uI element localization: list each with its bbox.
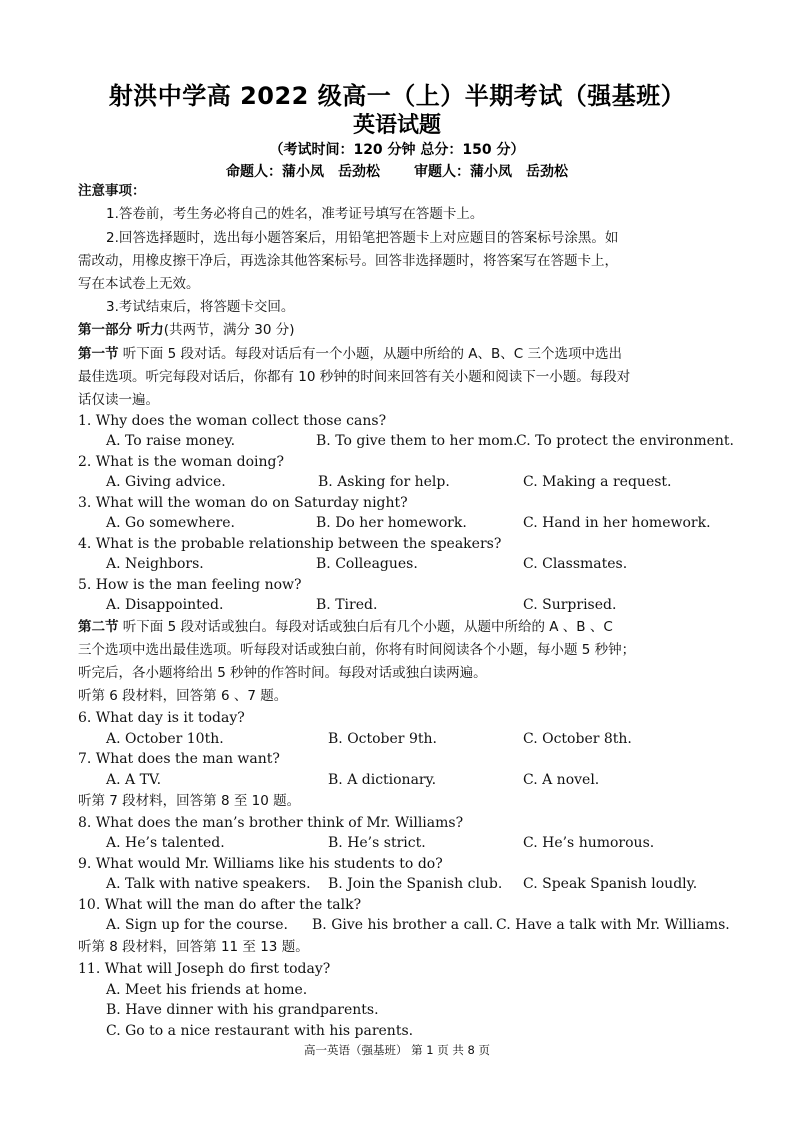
- material-7-note: 听第 7 段材料，回答第 8 至 10 题。: [78, 793, 301, 809]
- section2-label: 第二节: [78, 619, 119, 635]
- question-3-option-a: A. Go somewhere.: [106, 515, 235, 531]
- section1-instr-text: 听下面 5 段对话。每段对话后有一个小题，从题中所给的 A、B、C 三个选项中选出: [118, 346, 622, 362]
- exam-subtitle: 英语试题: [352, 113, 441, 138]
- question-1-stem: 1. Why does the woman collect those cans?: [78, 413, 387, 429]
- question-1-option-c: C. To protect the environment.: [516, 433, 735, 449]
- question-5-option-b: B. Tired.: [316, 597, 378, 613]
- question-8-option-c: C. He’s humorous.: [523, 835, 655, 851]
- question-3-option-c: C. Hand in her homework.: [523, 515, 711, 531]
- question-5-option-a: A. Disappointed.: [106, 597, 224, 613]
- notice-item-1: 1.答卷前，考生务必将自己的姓名，准考证号填写在答题卡上。: [106, 206, 484, 222]
- question-3-stem: 3. What will the woman do on Saturday night?: [78, 495, 408, 511]
- part1-heading: [78, 320, 718, 340]
- part1-note: (共两节，满分 30 分): [163, 322, 295, 338]
- question-11-stem: 11. What will Joseph do first today?: [78, 961, 331, 977]
- exam-info: （考试时间：120 分钟 总分：150 分）: [269, 142, 525, 158]
- question-6-stem: 6. What day is it today?: [78, 710, 245, 726]
- question-2-option-a: A. Giving advice.: [106, 474, 226, 490]
- notice-item-2-line-3: 写在本试卷上无效。: [78, 276, 200, 292]
- section2-instr-line-3: 听完后，各小题将给出 5 秒钟的作答时间。每段对话或独白读两遍。: [78, 665, 487, 681]
- question-8-option-a: A. He’s talented.: [106, 835, 225, 851]
- section1-instr-line-2: 最佳选项。听完每段对话后，你都有 10 秒钟的时间来回答有关小题和阅读下一小题。每段对: [78, 369, 631, 385]
- question-1-option-b: B. To give them to her mom.: [316, 433, 518, 449]
- section2-instr-line-1: [78, 617, 718, 637]
- question-11-option-b: B. Have dinner with his grandparents.: [106, 1002, 379, 1018]
- section1-label: 第一节: [78, 346, 119, 362]
- question-9-stem: 9. What would Mr. Williams like his students to do?: [78, 856, 443, 872]
- question-6-option-c: C. October 8th.: [523, 731, 632, 747]
- section2-instr-line-2: 三个选项中选出最佳选项。听每段对话或独白前，你将有时间阅读各个小题，每小题 5 秒钟；: [78, 642, 636, 658]
- question-5-stem: 5. How is the man feeling now?: [78, 577, 302, 593]
- question-10-option-a: A. Sign up for the course.: [106, 917, 288, 933]
- question-11-option-c: C. Go to a nice restaurant with his parents.: [106, 1023, 414, 1039]
- question-9-option-c: C. Speak Spanish loudly.: [523, 876, 698, 892]
- question-5-option-c: C. Surprised.: [523, 597, 617, 613]
- reviewers: 审题人：蒲小凤 岳劲松: [414, 164, 568, 180]
- question-6-option-b: B. October 9th.: [328, 731, 437, 747]
- question-10-option-b: B. Give his brother a call.: [312, 917, 494, 933]
- question-1-option-a: A. To raise money.: [106, 433, 236, 449]
- question-2-option-b: B. Asking for help.: [318, 474, 450, 490]
- question-2-stem: 2. What is the woman doing?: [78, 454, 284, 470]
- section2-instr-text: 听下面 5 段对话或独白。每段对话或独白后有几个小题，从题中所给的 A 、B 、C: [118, 619, 613, 635]
- question-7-stem: 7. What does the man want?: [78, 751, 280, 767]
- question-8-stem: 8. What does the man’s brother think of Mr. Williams?: [78, 815, 464, 831]
- question-10-option-c: C. Have a talk with Mr. Williams.: [496, 917, 730, 933]
- question-4-option-c: C. Classmates.: [523, 556, 628, 572]
- notice-item-3: 3.考试结束后，将答题卡交回。: [106, 299, 295, 315]
- material-6-note: 听第 6 段材料，回答第 6 、7 题。: [78, 688, 288, 704]
- question-4-stem: 4. What is the probable relationship between the speakers?: [78, 536, 502, 552]
- question-7-option-a: A. A TV.: [106, 772, 162, 788]
- question-7-option-c: C. A novel.: [523, 772, 600, 788]
- part1-title: 第一部分 听力: [78, 322, 164, 338]
- question-10-stem: 10. What will the man do after the talk?: [78, 897, 362, 913]
- notice-item-2-line-2: 需改动，用橡皮擦干净后，再选涂其他答案标号。回答非选择题时，将答案写在答题卡上，: [78, 253, 618, 269]
- exam-title: 射洪中学高 2022 级高一（上）半期考试（强基班）: [108, 82, 686, 110]
- question-9-option-a: A. Talk with native speakers.: [106, 876, 311, 892]
- exam-staff: [0, 161, 794, 181]
- question-4-option-a: A. Neighbors.: [106, 556, 204, 572]
- page-footer: 高一英语（强基班） 第 1 页 共 8 页: [303, 1043, 491, 1057]
- section1-instr-line-1: [78, 344, 718, 364]
- question-4-option-b: B. Colleagues.: [316, 556, 418, 572]
- question-3-option-b: B. Do her homework.: [316, 515, 467, 531]
- material-8-note: 听第 8 段材料，回答第 11 至 13 题。: [78, 939, 309, 955]
- question-9-option-b: B. Join the Spanish club.: [328, 876, 503, 892]
- question-7-option-b: B. A dictionary.: [328, 772, 437, 788]
- question-11-option-a: A. Meet his friends at home.: [106, 982, 308, 998]
- question-6-option-a: A. October 10th.: [106, 731, 224, 747]
- notice-heading: 注意事项：: [78, 183, 146, 199]
- authors: 命题人：蒲小凤 岳劲松: [226, 164, 380, 180]
- question-8-option-b: B. He’s strict.: [328, 835, 426, 851]
- section1-instr-line-3: 话仅读一遍。: [78, 392, 159, 408]
- notice-item-2-line-1: 2.回答选择题时，选出每小题答案后，用铅笔把答题卡上对应题目的答案标号涂黑。如: [106, 230, 619, 246]
- question-2-option-c: C. Making a request.: [523, 474, 672, 490]
